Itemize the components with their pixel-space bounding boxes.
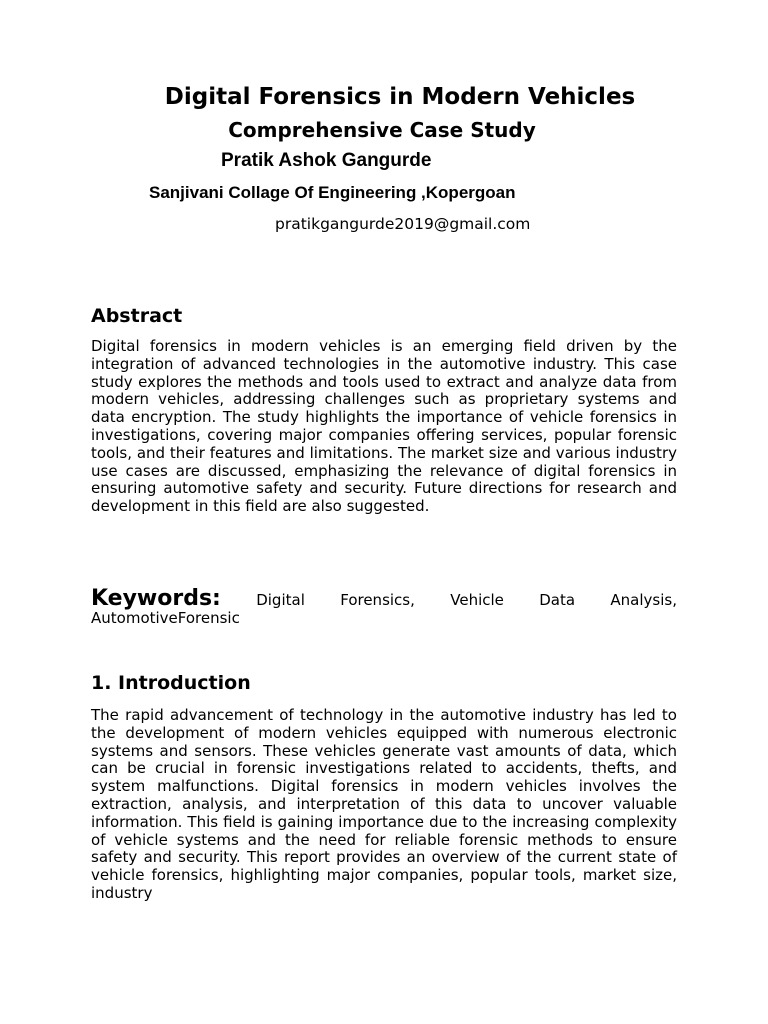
- introduction-heading: 1. Introduction: [91, 672, 251, 694]
- author-affiliation: Sanjivani Collage Of Engineering ,Kopergoan: [149, 183, 516, 202]
- author-email: pratikgangurde2019@gmail.com: [275, 215, 531, 233]
- keywords-line: [91, 586, 677, 627]
- author-name: Pratik Ashok Gangurde: [221, 150, 432, 171]
- keywords-label: Keywords:: [91, 586, 221, 611]
- keywords-text: Digital Forensics, Vehicle Data Analysis, AutomotiveForensic: [91, 591, 677, 627]
- abstract-text: Digital forensics in modern vehicles is an emerging field driven by the integration of advanced technologies in the automotive industry. This case study explores the methods and tools used to extract and analyze data from modern vehicles, addressing challenges such as proprietary systems and data encryption. The study highlights the importance of vehicle forensics in investigations, covering major companies offering services, popular forensic tools, and their features and limitations. The market size and various industry use cases are discussed, emphasizing the relevance of digital forensics in ensuring automotive safety and security. Future directions for research and development in this field are also suggested.: [91, 337, 677, 516]
- introduction-text: The rapid advancement of technology in the automotive industry has led to the development of modern vehicles equipped with numerous electronic systems and sensors. These vehicles generate vast amounts of data, which can be crucial in forensic investigations related to accidents, thefts, and system malfunctions. Digital forensics in modern vehicles involves the extraction, analysis, and interpretation of this data to uncover valuable information. This field is gaining importance due to the increasing complexity of vehicle systems and the need for reliable forensic methods to ensure safety and security. This report provides an overview of the current state of vehicle forensics, highlighting major companies, popular tools, market size, industry: [91, 706, 677, 902]
- abstract-heading: Abstract: [91, 305, 183, 327]
- paper-subtitle: Comprehensive Case Study: [228, 118, 536, 142]
- paper-title: Digital Forensics in Modern Vehicles: [164, 84, 636, 110]
